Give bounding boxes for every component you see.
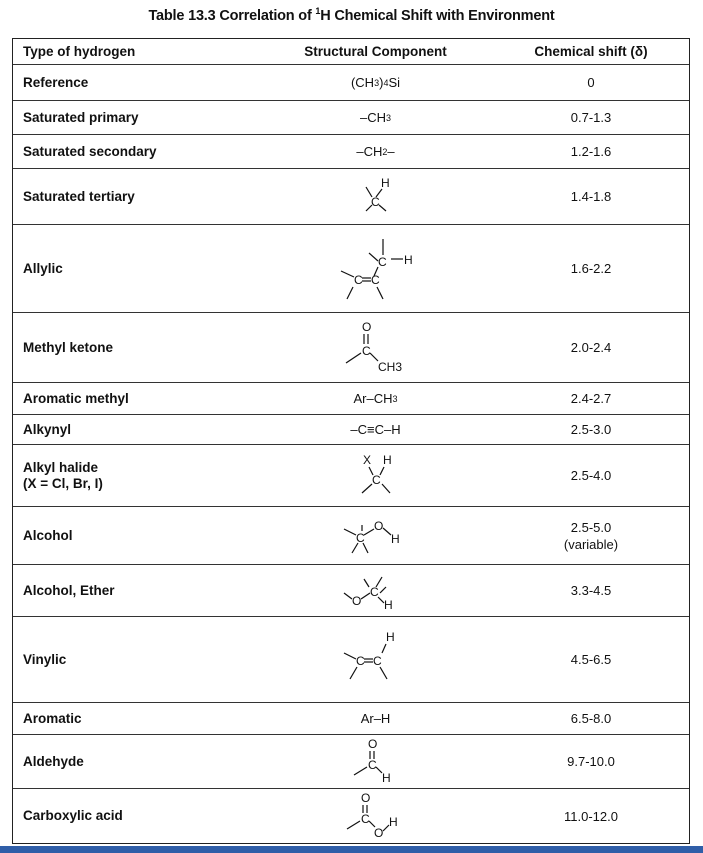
row-shift: 2.5-3.0 <box>570 422 612 437</box>
table-row <box>13 703 689 735</box>
svg-text:C: C <box>360 812 370 826</box>
table-header <box>13 39 689 65</box>
ether-structure <box>336 569 416 613</box>
table-row <box>13 789 689 843</box>
shift-table <box>12 38 690 844</box>
svg-text:H: H <box>380 175 390 190</box>
svg-text:H: H <box>382 452 392 467</box>
aldehyde-structure <box>346 737 406 787</box>
row-shift: 2.0-2.4 <box>570 340 612 355</box>
tertiary-structure <box>346 175 406 219</box>
row-type: Alkyl halide (X = Cl, Br, I) <box>23 459 103 491</box>
table-row <box>13 135 689 169</box>
table-row <box>13 169 689 225</box>
row-structure <box>258 169 493 224</box>
svg-text:X: X <box>362 452 371 467</box>
header-structure: Structural Component <box>304 44 447 59</box>
row-type: Aromatic <box>23 710 82 726</box>
table-row <box>13 383 689 415</box>
vinylic-structure <box>336 627 416 693</box>
svg-text:H: H <box>385 629 395 644</box>
row-type: Allylic <box>23 260 63 276</box>
row-type: Alcohol, Ether <box>23 582 115 598</box>
svg-text:O: O <box>373 826 383 840</box>
row-type: Alcohol <box>23 527 73 543</box>
svg-text:H: H <box>390 531 400 546</box>
row-type: Reference <box>23 74 89 90</box>
row-shift: 1.2-1.6 <box>570 144 612 159</box>
row-structure <box>258 789 493 843</box>
row-structure <box>258 617 493 702</box>
svg-text:O: O <box>367 736 377 751</box>
row-type: Vinylic <box>23 651 67 667</box>
svg-text:H: H <box>403 252 413 267</box>
row-structure <box>258 225 493 312</box>
table-row <box>13 225 689 313</box>
table-row <box>13 617 689 703</box>
row-structure: (CH 3 ) 4 Si <box>350 75 401 90</box>
svg-text:O: O <box>351 593 361 608</box>
row-structure: –CH 3 <box>359 110 392 125</box>
carboxylic-acid-structure <box>341 791 411 841</box>
table-row <box>13 101 689 135</box>
row-structure <box>258 507 493 564</box>
svg-text:O: O <box>360 791 370 805</box>
row-shift: 0.7-1.3 <box>570 110 612 125</box>
row-type: Alkynyl <box>23 421 72 437</box>
row-type: Aromatic methyl <box>23 390 129 406</box>
row-type: Carboxylic acid <box>23 808 123 823</box>
table-row <box>13 565 689 617</box>
row-type: Aldehyde <box>23 753 84 769</box>
bottom-bar <box>0 846 703 853</box>
row-structure <box>258 565 493 616</box>
svg-text:C: C <box>370 272 380 287</box>
svg-text:C: C <box>355 530 365 545</box>
row-shift: 4.5-6.5 <box>570 652 612 667</box>
table-row <box>13 65 689 101</box>
row-structure: –CH 2 – <box>356 144 395 159</box>
svg-text:O: O <box>373 518 383 533</box>
row-shift: 0 <box>587 75 595 90</box>
header-shift: Chemical shift (δ) <box>534 44 648 59</box>
table-row <box>13 735 689 789</box>
table-row <box>13 507 689 565</box>
row-shift: 6.5-8.0 <box>570 711 612 726</box>
row-structure: –C≡C–H <box>350 422 401 437</box>
row-shift: 1.6-2.2 <box>570 261 612 276</box>
svg-text:H: H <box>383 597 393 612</box>
table-row <box>13 313 689 383</box>
row-structure <box>258 445 493 506</box>
svg-text:C: C <box>370 194 380 209</box>
row-shift: 3.3-4.5 <box>570 583 612 598</box>
row-shift: 9.7-10.0 <box>567 754 615 769</box>
row-type: Saturated primary <box>23 109 139 125</box>
allylic-structure <box>331 231 421 307</box>
row-shift: 1.4-1.8 <box>570 189 612 204</box>
row-shift: 2.5-4.0 <box>570 468 612 483</box>
svg-text:C: C <box>355 653 365 668</box>
svg-text:C: C <box>367 757 377 772</box>
svg-text:CH3: CH3 <box>377 359 402 374</box>
methyl-ketone-structure <box>336 319 416 377</box>
svg-text:O: O <box>361 319 371 334</box>
row-structure <box>258 313 493 382</box>
table-row <box>13 415 689 445</box>
svg-text:H: H <box>388 815 398 829</box>
svg-text:C: C <box>369 584 379 599</box>
svg-text:H: H <box>381 770 391 785</box>
svg-text:C: C <box>371 472 381 487</box>
alkyl-halide-structure <box>346 451 406 501</box>
svg-text:C: C <box>353 272 363 287</box>
svg-text:C: C <box>372 653 382 668</box>
row-structure: Ar–CH 3 <box>353 391 398 406</box>
row-structure <box>258 735 493 788</box>
row-shift: 11.0-12.0 <box>564 808 618 824</box>
table-title: Table 13.3 Correlation of $^1$H Chemical Shift with Environment <box>148 6 555 24</box>
table-row <box>13 445 689 507</box>
alcohol-structure <box>336 513 416 559</box>
row-shift: 2.5-5.0 (variable) <box>563 519 619 552</box>
row-shift: 2.4-2.7 <box>570 391 612 406</box>
row-type: Methyl ketone <box>23 339 114 355</box>
row-type: Saturated secondary <box>23 143 157 159</box>
row-type: Saturated tertiary <box>23 188 135 204</box>
svg-text:C: C <box>361 343 371 358</box>
row-structure: Ar–H <box>360 711 391 726</box>
header-type: Type of hydrogen <box>23 43 136 59</box>
svg-text:C: C <box>377 254 387 269</box>
